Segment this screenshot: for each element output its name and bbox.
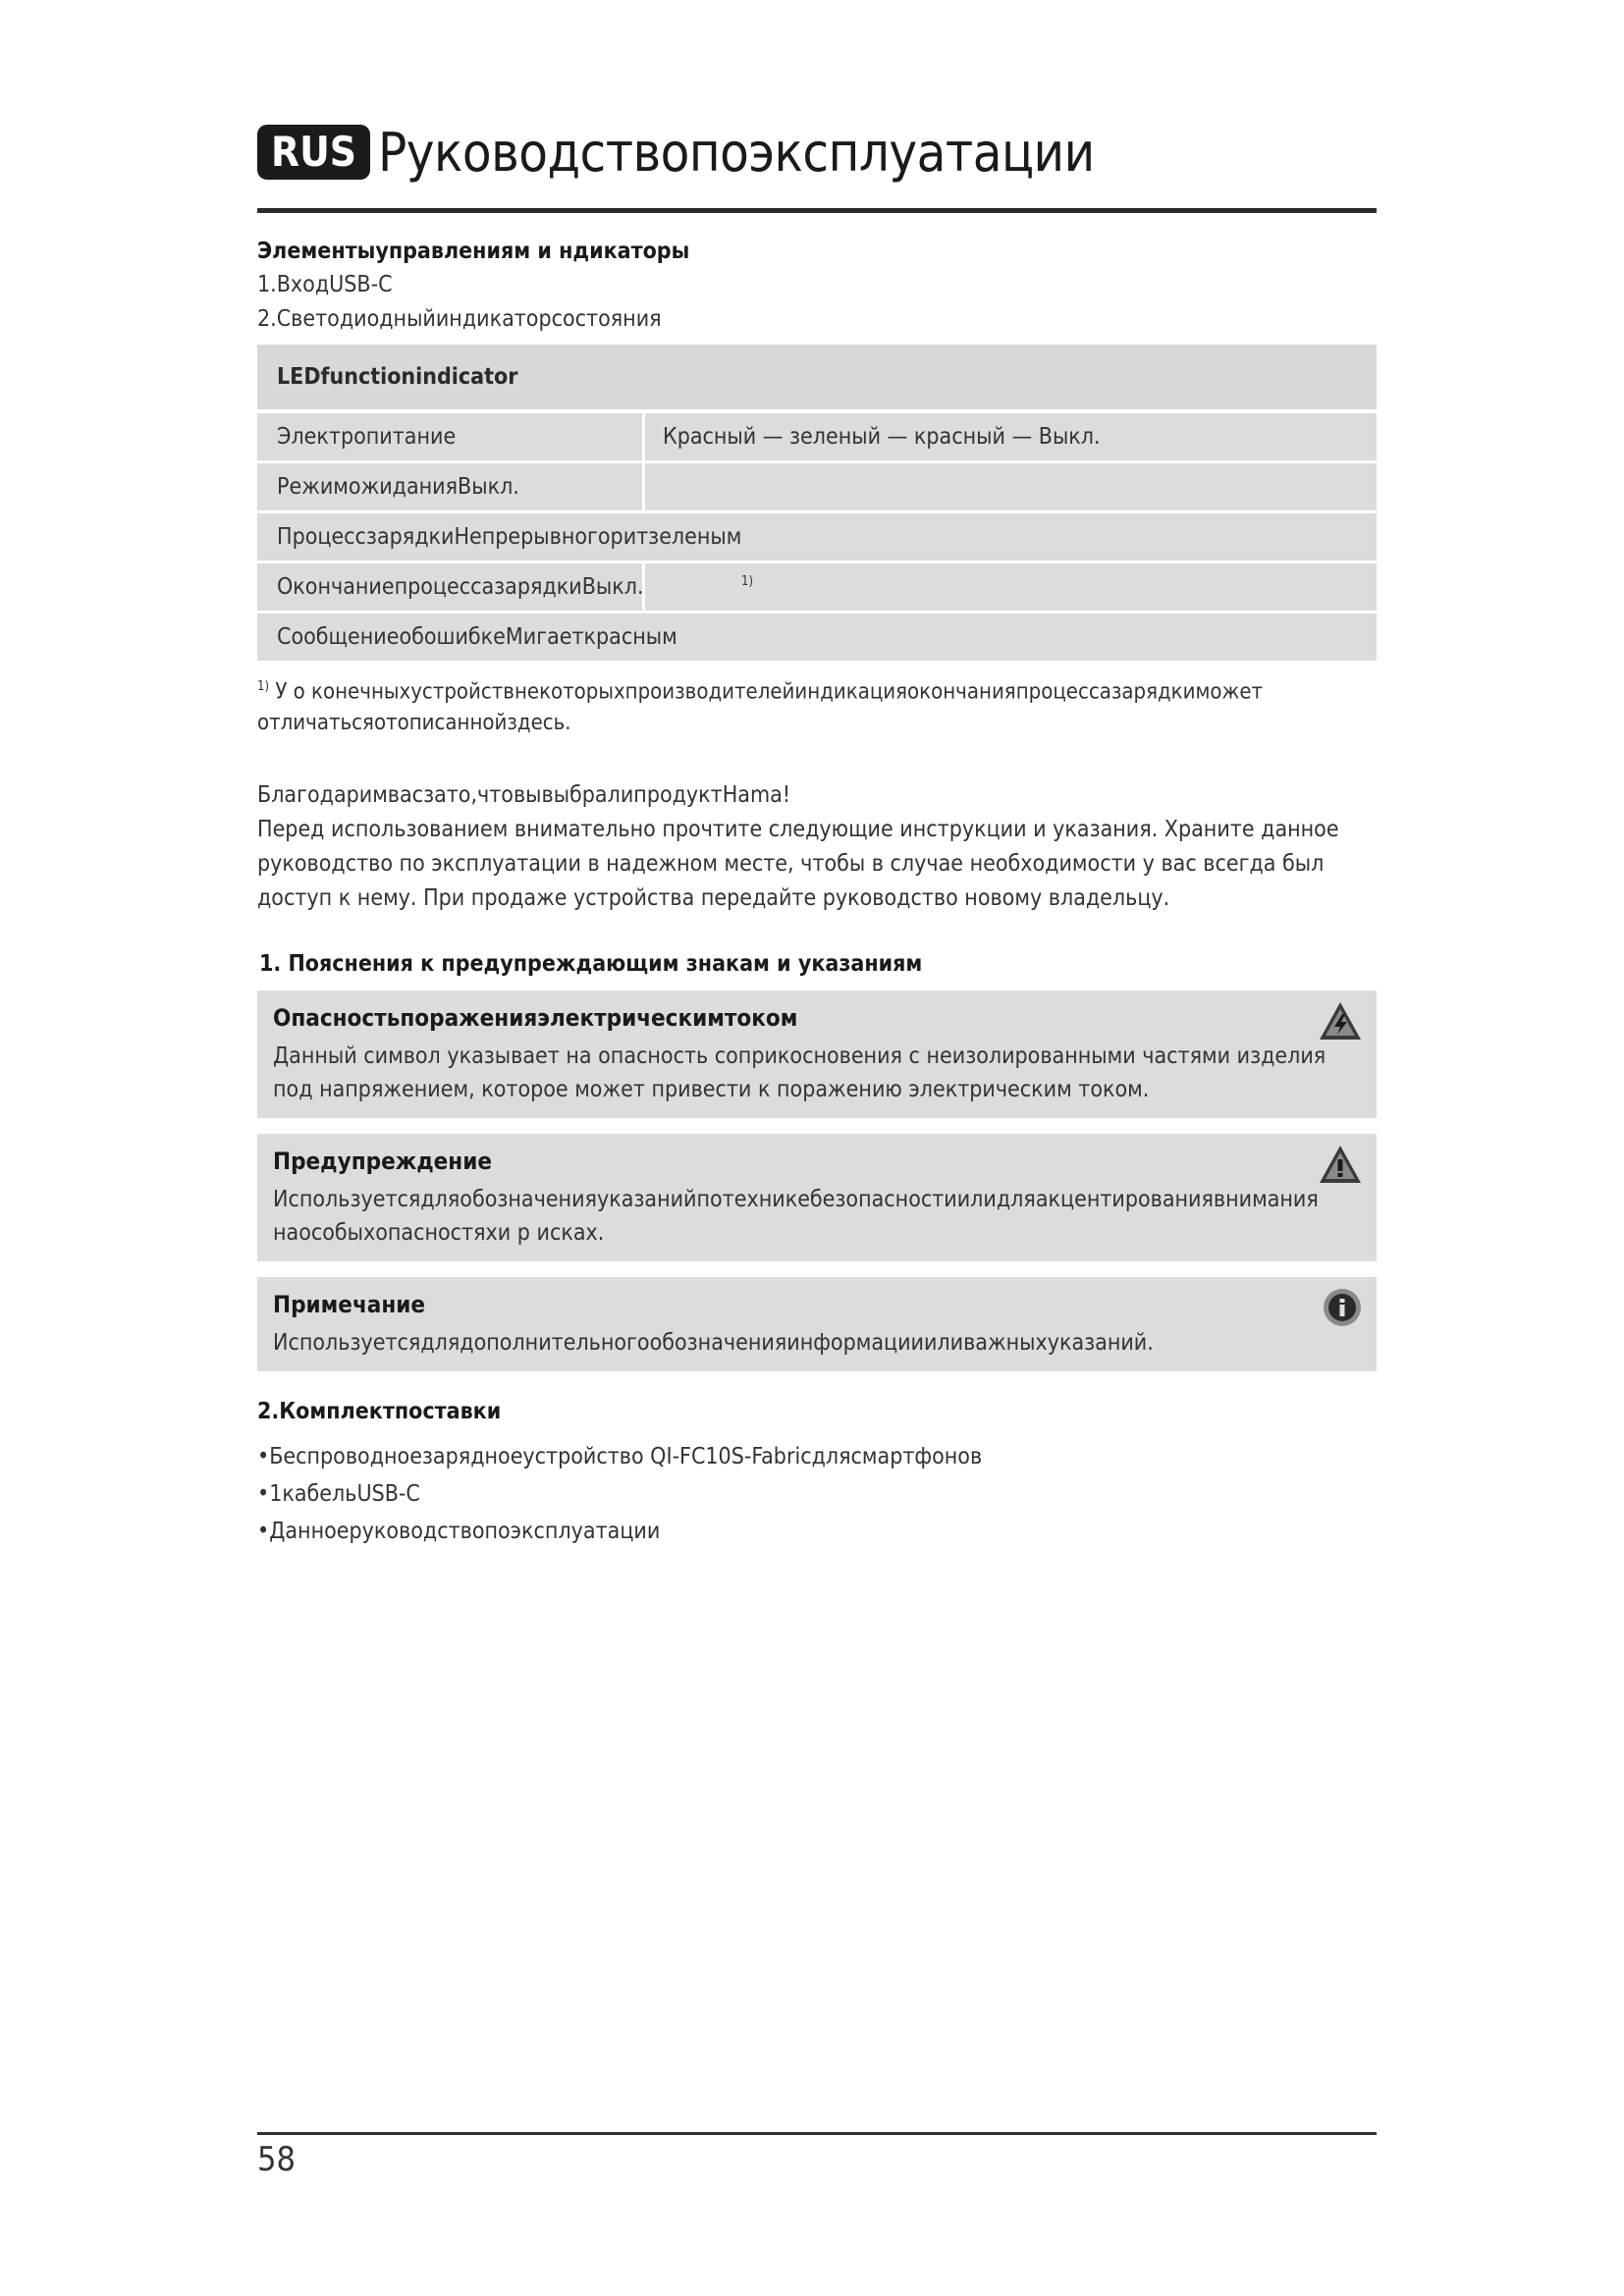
controls-section — [257, 239, 1377, 337]
package-list — [257, 1438, 1377, 1550]
controls-item: 2.Светодиодныйиндикаторсостояния — [257, 306, 662, 332]
led-state: Электропитание — [257, 413, 645, 460]
package-heading: 2.Комплектпоставки — [257, 1399, 502, 1425]
notice-text: Используетсядляобозначенияуказанийпотехникебезопасностиилидляакцентированиявнимания наособыхопасностяхи р исках. — [273, 1187, 1319, 1247]
led-table-row — [257, 513, 1377, 563]
electric-warning-icon — [1318, 1000, 1363, 1041]
intro-text: Перед использованием внимательно прочтите следующие инструкции и указания. Храните данное руководство по эксплуатации в надежном месте, чтобы в случае необходимости у вас всегда был доступ к нему. При продаже устройства передайте руководство новому владельцу. — [257, 817, 1339, 912]
led-state: ПроцессзарядкиНепрерывногоритзеленым — [277, 524, 742, 550]
warnings-heading: 1. Пояснения к предупреждающим знакам и указаниям — [259, 951, 923, 978]
list-item: •Беспроводноезарядноеустройство QI-FC10S-Fabricдлясмартфонов — [257, 1444, 983, 1470]
led-table — [257, 345, 1377, 664]
led-table-row — [257, 413, 1377, 463]
led-indication — [642, 614, 1377, 661]
notice-title: Опасностьпораженияэлектрическимтоком — [273, 1004, 798, 1033]
intro-thanks: Благодаримвасзато,чтовывыбралипродуктHama! — [257, 782, 791, 809]
footnote — [257, 671, 1377, 739]
language-badge: RUS — [257, 125, 370, 180]
info-icon — [1322, 1287, 1363, 1328]
warning-icon — [1318, 1144, 1363, 1185]
package-section — [257, 1399, 1377, 1550]
led-indication — [642, 513, 1377, 561]
controls-heading: Элементыуправлениям и ндикаторы — [257, 239, 690, 264]
list-item: •Данноеруководствопоэксплуатации — [257, 1519, 661, 1545]
warnings-section — [257, 951, 1377, 1371]
notice-box — [257, 990, 1377, 1118]
header-divider — [257, 208, 1377, 213]
header — [257, 108, 1377, 196]
footnote-mark: 1) — [741, 573, 754, 589]
led-indication — [645, 563, 1377, 611]
led-state: РежиможиданияВыкл. — [257, 463, 645, 510]
notice-title: Примечание — [273, 1291, 426, 1319]
led-table-row — [257, 463, 1377, 513]
led-state: ОкончаниепроцессазарядкиВыкл. — [257, 563, 645, 611]
led-state: СообщениеобошибкеМигаеткрасным — [277, 624, 677, 650]
led-table-heading: LEDfunctionindicator — [257, 345, 1377, 413]
controls-item: 1.ВходUSB-C — [257, 272, 393, 297]
footer-divider — [257, 2132, 1377, 2135]
notice-box — [257, 1277, 1377, 1371]
notice-text: Данный символ указывает на опасность соприкосновения с неизолированными частями изделия под напряжением, которое может привести к поражению электрическим током. — [273, 1043, 1326, 1103]
led-table-row — [257, 614, 1377, 664]
footnote-mark: 1) — [257, 679, 270, 694]
page — [257, 108, 1377, 1550]
notice-text: Используетсядлядополнительногообозначенияинформациииливажныхуказаний. — [273, 1330, 1154, 1357]
intro — [257, 778, 1377, 916]
footnote-text: У о конечныхустройствнекоторыхпроизводителейиндикацияокончанияпроцессазарядкиможет отличатьсяотописаннойздесь. — [257, 679, 1264, 736]
page-number: 58 — [257, 2140, 296, 2179]
notice-box — [257, 1134, 1377, 1261]
list-item: •1кабельUSB-C — [257, 1481, 420, 1508]
notice-title: Предупреждение — [273, 1148, 492, 1176]
led-indication — [645, 463, 1377, 510]
led-table-row — [257, 563, 1377, 614]
document-title: Руководствопоэксплуатации — [378, 121, 1095, 184]
led-indication: Красный — зеленый — красный — Выкл. — [663, 424, 1101, 450]
